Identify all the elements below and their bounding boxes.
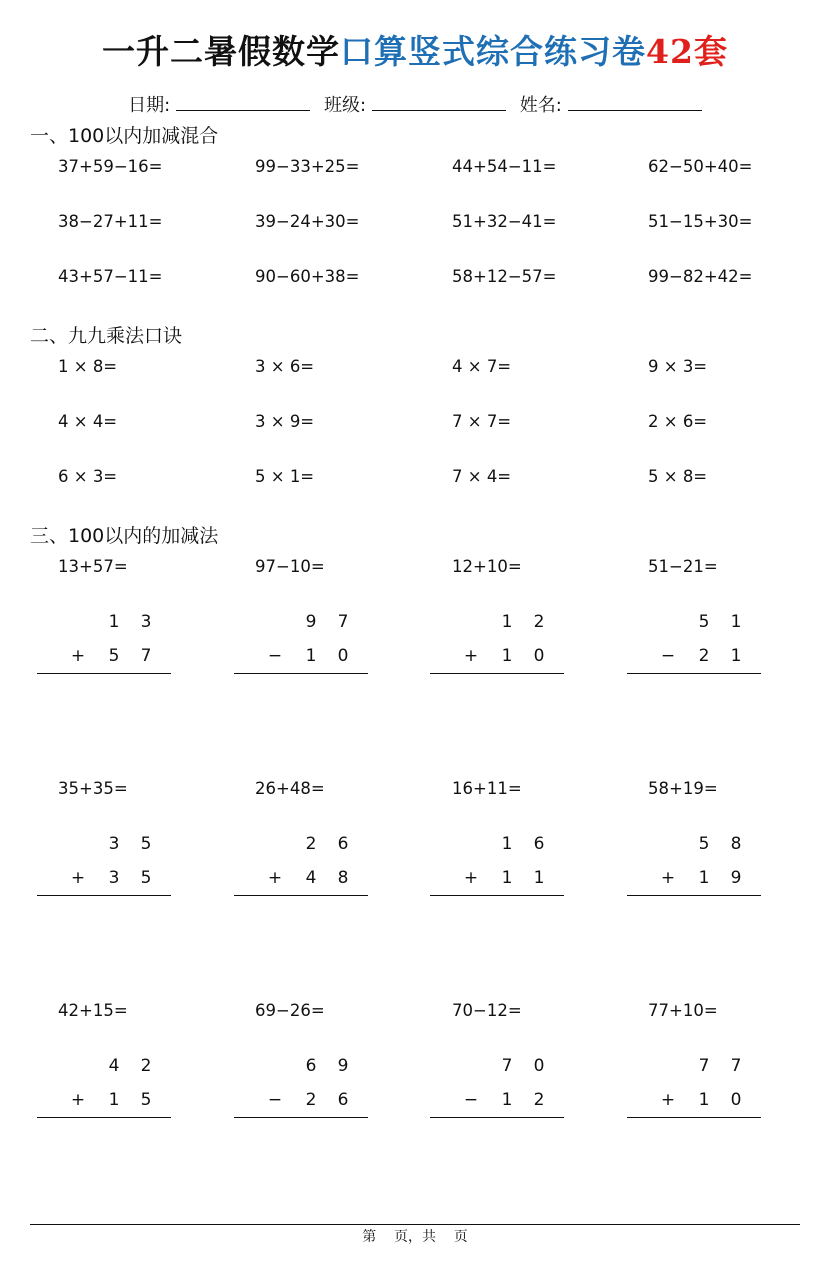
digit: 6 [337, 834, 349, 854]
digit: 2 [533, 612, 545, 632]
vertical-problem-expression: 13+57= [58, 557, 128, 576]
digit: 2 [305, 1090, 317, 1110]
problem: 51−15+30= [648, 212, 753, 231]
digit: 3 [108, 834, 120, 854]
answer-line [234, 673, 368, 674]
digit: 2 [533, 1090, 545, 1110]
digit: 1 [533, 868, 545, 888]
vertical-calculation [37, 1055, 171, 1117]
answer-line [627, 1117, 761, 1118]
digit: 0 [337, 646, 349, 666]
digit: 5 [108, 646, 120, 666]
operator-sign: − [267, 646, 283, 666]
operator-sign: − [463, 1090, 479, 1110]
vertical-calculation [234, 833, 368, 895]
digit: 9 [337, 1056, 349, 1076]
digit: 0 [533, 1056, 545, 1076]
digit: 1 [698, 868, 710, 888]
name-field [520, 92, 702, 118]
operator-sign: + [463, 646, 479, 666]
vertical-calculation [430, 611, 564, 673]
operator-sign: − [660, 646, 676, 666]
answer-line [430, 673, 564, 674]
worksheet-title [0, 30, 830, 74]
operator-sign: − [267, 1090, 283, 1110]
digit: 6 [533, 834, 545, 854]
digit: 1 [108, 612, 120, 632]
digit: 1 [730, 612, 742, 632]
answer-line [37, 895, 171, 896]
digit: 7 [337, 612, 349, 632]
digit: 1 [108, 1090, 120, 1110]
problem: 9 × 3= [648, 357, 708, 376]
date-field [128, 92, 310, 118]
digit: 2 [698, 646, 710, 666]
digit: 1 [501, 834, 513, 854]
vertical-problem-expression: 16+11= [452, 779, 522, 798]
name-blank[interactable] [568, 92, 702, 111]
digit: 2 [305, 834, 317, 854]
digit: 3 [108, 868, 120, 888]
vertical-calculation [430, 1055, 564, 1117]
vertical-calculation [627, 1055, 761, 1117]
digit: 9 [305, 612, 317, 632]
problem: 39−24+30= [255, 212, 360, 231]
date-label: 日期: [128, 95, 171, 116]
digit: 2 [140, 1056, 152, 1076]
operator-sign: + [70, 1090, 86, 1110]
problem: 51+32−41= [452, 212, 557, 231]
digit: 4 [108, 1056, 120, 1076]
operator-sign: + [660, 868, 676, 888]
digit: 6 [305, 1056, 317, 1076]
digit: 3 [140, 612, 152, 632]
vertical-calculation [234, 1055, 368, 1117]
digit: 7 [140, 646, 152, 666]
problem: 7 × 7= [452, 412, 512, 431]
digit: 0 [730, 1090, 742, 1110]
operator-sign: + [463, 868, 479, 888]
vertical-calculation [234, 611, 368, 673]
problem: 6 × 3= [58, 467, 118, 486]
operator-sign: + [70, 646, 86, 666]
problem: 5 × 8= [648, 467, 708, 486]
class-blank[interactable] [372, 92, 506, 111]
vertical-problem-expression: 69−26= [255, 1001, 325, 1020]
problem: 2 × 6= [648, 412, 708, 431]
vertical-calculation [627, 833, 761, 895]
digit: 0 [533, 646, 545, 666]
section-3-heading: 三、100以内的加减法 [30, 525, 219, 547]
operator-sign: + [660, 1090, 676, 1110]
problem: 5 × 1= [255, 467, 315, 486]
problem: 90−60+38= [255, 267, 360, 286]
problem: 7 × 4= [452, 467, 512, 486]
vertical-problem-expression: 42+15= [58, 1001, 128, 1020]
digit: 8 [337, 868, 349, 888]
page-footer: 第 页，共 页 [362, 1229, 468, 1245]
vertical-calculation [37, 611, 171, 673]
section-2-heading: 二、九九乘法口诀 [30, 325, 183, 347]
digit: 7 [698, 1056, 710, 1076]
digit: 9 [730, 868, 742, 888]
problem: 99−33+25= [255, 157, 360, 176]
problem: 62−50+40= [648, 157, 753, 176]
vertical-problem-expression: 77+10= [648, 1001, 718, 1020]
digit: 5 [140, 834, 152, 854]
digit: 6 [337, 1090, 349, 1110]
vertical-calculation [37, 833, 171, 895]
digit: 5 [140, 868, 152, 888]
answer-line [37, 673, 171, 674]
answer-line [234, 1117, 368, 1118]
answer-line [234, 895, 368, 896]
problem: 58+12−57= [452, 267, 557, 286]
problem: 99−82+42= [648, 267, 753, 286]
problem: 44+54−11= [452, 157, 557, 176]
operator-sign: + [267, 868, 283, 888]
digit: 7 [501, 1056, 513, 1076]
digit: 5 [698, 612, 710, 632]
section-1-heading: 一、100以内加减混合 [30, 125, 219, 147]
answer-line [430, 895, 564, 896]
digit: 8 [730, 834, 742, 854]
problem: 4 × 4= [58, 412, 118, 431]
digit: 1 [501, 868, 513, 888]
digit: 7 [730, 1056, 742, 1076]
footer-divider [30, 1224, 800, 1225]
digit: 1 [730, 646, 742, 666]
answer-line [627, 673, 761, 674]
vertical-problem-expression: 70−12= [452, 1001, 522, 1020]
title-part-3: 42套 [646, 32, 728, 71]
vertical-problem-expression: 51−21= [648, 557, 718, 576]
vertical-problem-expression: 35+35= [58, 779, 128, 798]
class-label: 班级: [323, 95, 367, 116]
date-blank[interactable] [176, 92, 310, 111]
problem: 38−27+11= [58, 212, 163, 231]
digit: 4 [305, 868, 317, 888]
answer-line [430, 1117, 564, 1118]
problem: 37+59−16= [58, 157, 163, 176]
problem: 4 × 7= [452, 357, 512, 376]
student-info-row [0, 92, 830, 118]
digit: 1 [698, 1090, 710, 1110]
title-part-2: 口算竖式综合练习卷 [340, 32, 647, 71]
operator-sign: + [70, 868, 86, 888]
vertical-problem-expression: 97−10= [255, 557, 325, 576]
problem: 3 × 6= [255, 357, 315, 376]
vertical-calculation [627, 611, 761, 673]
vertical-calculation [430, 833, 564, 895]
digit: 5 [698, 834, 710, 854]
problem: 3 × 9= [255, 412, 315, 431]
vertical-problem-expression: 12+10= [452, 557, 522, 576]
vertical-problem-expression: 58+19= [648, 779, 718, 798]
answer-line [627, 895, 761, 896]
vertical-problem-expression: 26+48= [255, 779, 325, 798]
digit: 1 [501, 612, 513, 632]
digit: 5 [140, 1090, 152, 1110]
problem: 43+57−11= [58, 267, 163, 286]
problem: 1 × 8= [58, 357, 118, 376]
name-label: 姓名: [519, 95, 562, 116]
digit: 1 [501, 646, 513, 666]
title-part-1: 一升二暑假数学 [102, 32, 341, 71]
digit: 1 [501, 1090, 513, 1110]
answer-line [37, 1117, 171, 1118]
digit: 1 [305, 646, 317, 666]
class-field [324, 92, 506, 118]
